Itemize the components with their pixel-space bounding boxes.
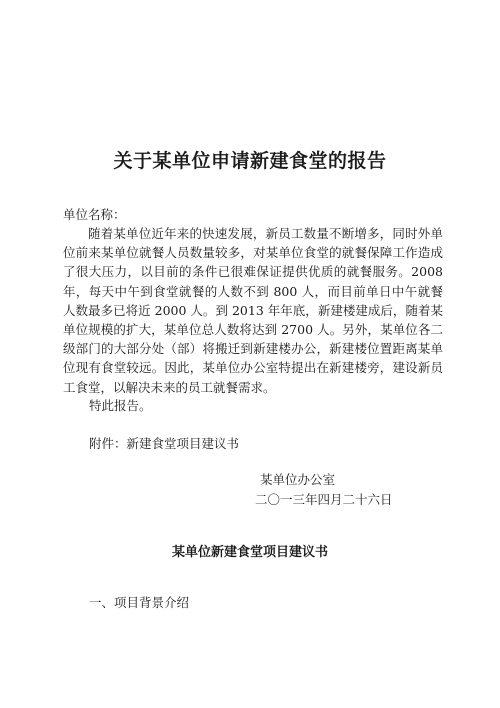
signature-date: 二〇一三年四月二十六日 [255,492,393,507]
unit-name-label: 单位名称： [63,207,126,222]
page-title: 关于某单位申请新建食堂的报告 [113,150,387,172]
signature-organization: 某单位办公室 [260,472,336,487]
report-body-paragraph: 随着某单位近年来的快速发展，新员工数量不断增多，同时外单位前来某单位就餐人员数量较多，对某单位食堂的就餐保障工作造成了很大压力，以目前的条件已很难保证提供优质的就餐服务。2008 年，每天中午到食堂就餐的人数不到 800 人，而目前单日中午就餐人数最多已将近 2000 人。到 2013 年年底，新建楼建成后，随着某单位规模的扩大，某单位总人数将达到 2700 人。另外，某单位各二级部门的大部分处（部）将搬迁到新建楼办公，新建楼位置距离某单位现有食堂较远。因此，某单位办公室特提出在新建楼旁，建设新员工食堂，以解决未来的员工就餐需求。 [63,226,443,395]
proposal-title: 某单位新建食堂项目建议书 [171,545,328,560]
section-heading: 一、项目背景介绍 [89,595,190,610]
attachment-line: 附件：新建食堂项目建议书 [89,436,240,451]
closing-statement: 特此报告。 [89,398,152,413]
